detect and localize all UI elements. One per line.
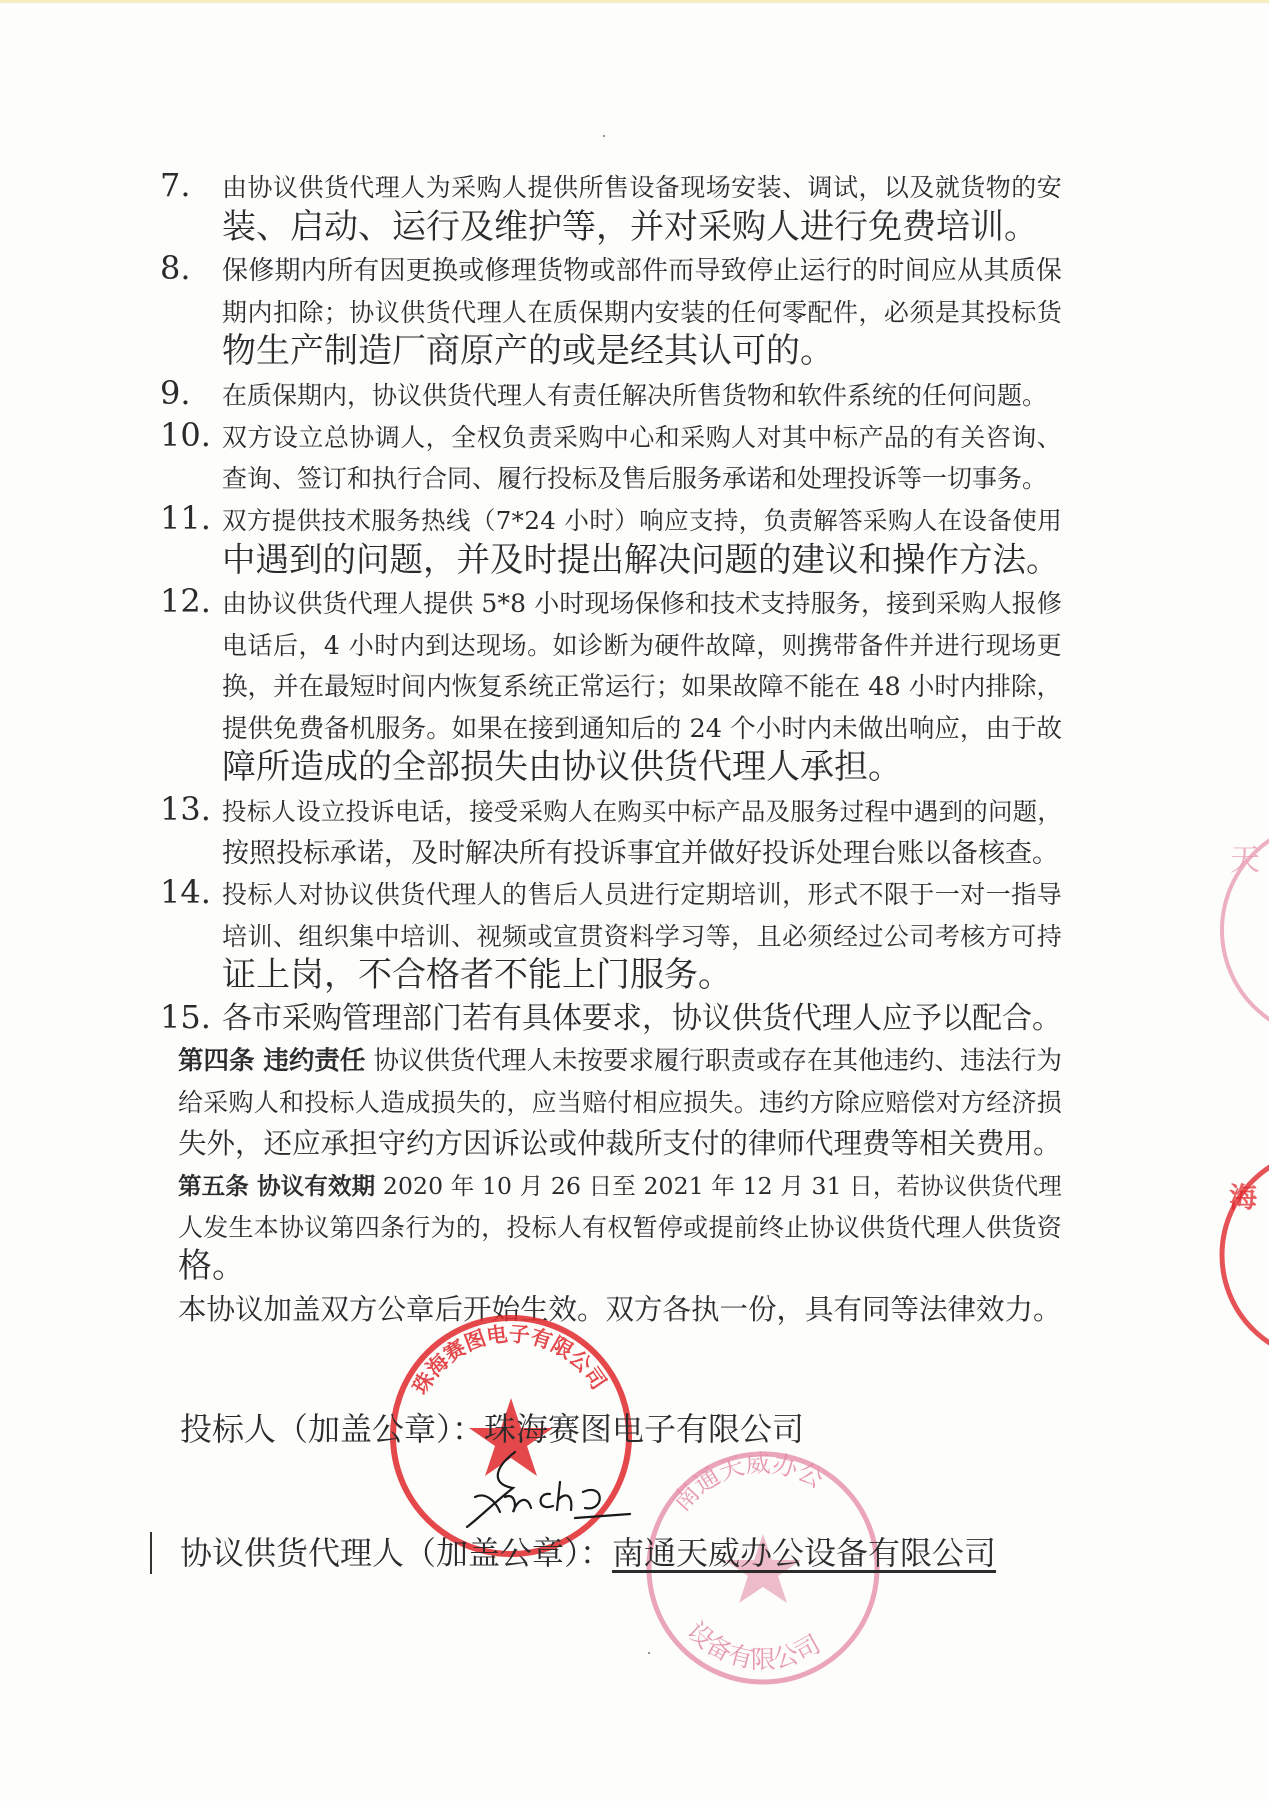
- item-number: 15.: [160, 997, 211, 1036]
- clause-line: [0, 331, 1269, 373]
- line-text: 物生产制造厂商原产的或是经其认可的。: [222, 331, 834, 372]
- line-text: 中遇到的问题，并及时提出解决问题的建议和操作方法。: [222, 540, 1060, 580]
- line-text: 证上岗，不合格者不能上门服务。: [222, 955, 732, 996]
- article-heading: 第四条 违约责任: [178, 1046, 366, 1077]
- line-text: 提供免费备机服务。如果在接到通知后的 24 个小时内未做出响应，由于故: [222, 713, 1062, 744]
- line-text: 失外，还应承担守约方因诉讼或仲裁所支付的律师代理费等相关费用。: [178, 1126, 1062, 1160]
- bidder-label: 投标人（加盖公章）：: [180, 1410, 485, 1448]
- line-text: 装、启动、运行及维护等，并对采购人进行免费培训。: [222, 206, 1038, 247]
- scan-edge: [0, 0, 1269, 3]
- clause-line: [0, 207, 1269, 249]
- clause-line: [0, 955, 1269, 997]
- line-text: 协议供货代理人未按要求履行职责或存在其他违约、违法行为: [373, 1046, 1063, 1077]
- clause-line: [0, 539, 1269, 581]
- agreement-body: [0, 165, 1269, 1330]
- clause-line: [0, 290, 1269, 332]
- clause-line: [0, 747, 1269, 789]
- clause-line: [0, 664, 1269, 706]
- agent-label: 协议供货代理人（加盖公章）：: [180, 1534, 613, 1572]
- article-heading: 第五条 协议有效期: [178, 1172, 376, 1201]
- line-text: 由协议供货代理人为采购人提供所售设备现场安装、调试，以及就货物的安: [222, 173, 1063, 202]
- item-number: 11.: [160, 498, 211, 537]
- line-text: 格。: [178, 1246, 246, 1287]
- line-text: 保修期内所有因更换或修理货物或部件而导致停止运行的时间应从其质保: [222, 256, 1063, 287]
- clause-line: [0, 914, 1269, 956]
- clause-line: [0, 165, 1269, 207]
- item-number: 13.: [160, 789, 211, 828]
- line-text: 人发生本协议第四条行为的，投标人有权暂停或提前终止协议供货代理人供货资: [178, 1212, 1063, 1242]
- line-text: 2020 年 10 月 26 日至 2021 年 12 月 31 日，若协议供货代理: [382, 1172, 1062, 1201]
- clause-line: [0, 373, 1269, 415]
- svg-text:海: 海: [1229, 1181, 1258, 1214]
- svg-text:南通天威办公: 南通天威办公: [666, 1448, 829, 1517]
- line-text: 双方提供技术服务热线（7*24 小时）响应支持，负责解答采购人在设备使用: [222, 505, 1063, 535]
- clause-line: [0, 581, 1269, 623]
- article-line: [0, 1246, 1269, 1288]
- clause-line: [0, 997, 1269, 1039]
- agent-signature-line: [180, 1533, 996, 1573]
- clause-line: [0, 248, 1269, 290]
- line-text: 给采购人和投标人造成损失的，应当赔付相应损失。违约方除应赔偿对方经济损: [178, 1088, 1063, 1118]
- line-text: 双方设立总协调人，全权负责采购中心和采购人对其中标产品的有关咨询、: [222, 422, 1063, 452]
- item-number: 14.: [160, 873, 211, 912]
- line-text: 换，并在最短时间内恢复系统正常运行；如果故障不能在 48 小时内排除，: [222, 672, 1062, 703]
- clause-line: [0, 872, 1269, 914]
- article-line: [0, 1163, 1269, 1205]
- line-text: 电话后，4 小时内到达现场。如诊断为硬件故障，则携带备件并进行现场更: [222, 630, 1063, 660]
- agent-name: 南通天威办公设备有限公司: [612, 1534, 997, 1572]
- clause-line: [0, 706, 1269, 748]
- item-number: 10.: [160, 415, 211, 454]
- line-text: 投标人对协议供货代理人的售后人员进行定期培训，形式不限于一对一指导: [222, 880, 1063, 910]
- line-text: 投标人设立投诉电话，接受采购人在购买中标产品及服务过程中遇到的问题，: [222, 796, 1063, 826]
- svg-text:珠海赛图电子有限公司: 珠海赛图电子有限公司: [408, 1321, 611, 1399]
- margin-mark: [150, 1532, 152, 1574]
- svg-text:设备有限公司: 设备有限公司: [681, 1615, 826, 1675]
- line-text: 期内扣除；协议供货代理人在质保期内安装的任何零配件，必须是其投标货: [222, 297, 1063, 327]
- item-number: 7.: [160, 166, 191, 204]
- line-text: 本协议加盖双方公章后开始生效。双方各执一份，具有同等法律效力。: [178, 1293, 1062, 1327]
- article-line: [0, 1038, 1269, 1080]
- article-line: [0, 1080, 1269, 1122]
- clause-line: [0, 831, 1269, 873]
- item-number: 9.: [160, 373, 191, 412]
- clause-line: [0, 415, 1269, 457]
- clause-line: [0, 456, 1269, 498]
- partial-red-seal: [1205, 1145, 1269, 1365]
- bidder-name: 珠海赛图电子有限公司: [484, 1410, 805, 1448]
- line-text: 由协议供货代理人提供 5*8 小时现场保修和技术支持服务，接到采购人报修: [222, 588, 1063, 618]
- line-text: 查询、签订和执行合同、履行投标及售后服务承诺和处理投诉等一切事务。: [222, 464, 1048, 494]
- item-number: 12.: [160, 581, 211, 620]
- item-number: 8.: [160, 249, 191, 288]
- line-text: 培训、组织集中培训、视频或宣贯资料学习等，且必须经过公司考核方可持: [222, 921, 1063, 951]
- line-text: 障所造成的全部损失由协议供货代理人承担。: [222, 747, 902, 788]
- clause-line: [0, 789, 1269, 831]
- clause-line: [0, 623, 1269, 665]
- line-text: 在质保期内，协议供货代理人有责任解决所售货物和软件系统的任何问题。: [222, 380, 1048, 410]
- scan-speck: [603, 135, 605, 137]
- article-line: [0, 1205, 1269, 1247]
- bidder-signature-line: [180, 1409, 804, 1449]
- partial-pink-seal: [1210, 815, 1269, 1045]
- article-line: [0, 1122, 1269, 1164]
- line-text: 按照投标承诺，及时解决所有投诉事宜并做好投诉处理台账以备核查。: [222, 837, 1059, 869]
- clause-line: [0, 498, 1269, 540]
- svg-text:天: 天: [1230, 843, 1260, 878]
- line-text: 各市采购管理部门若有具体要求，协议供货代理人应予以配合。: [222, 1000, 1062, 1036]
- handwritten-signature: [455, 1452, 635, 1532]
